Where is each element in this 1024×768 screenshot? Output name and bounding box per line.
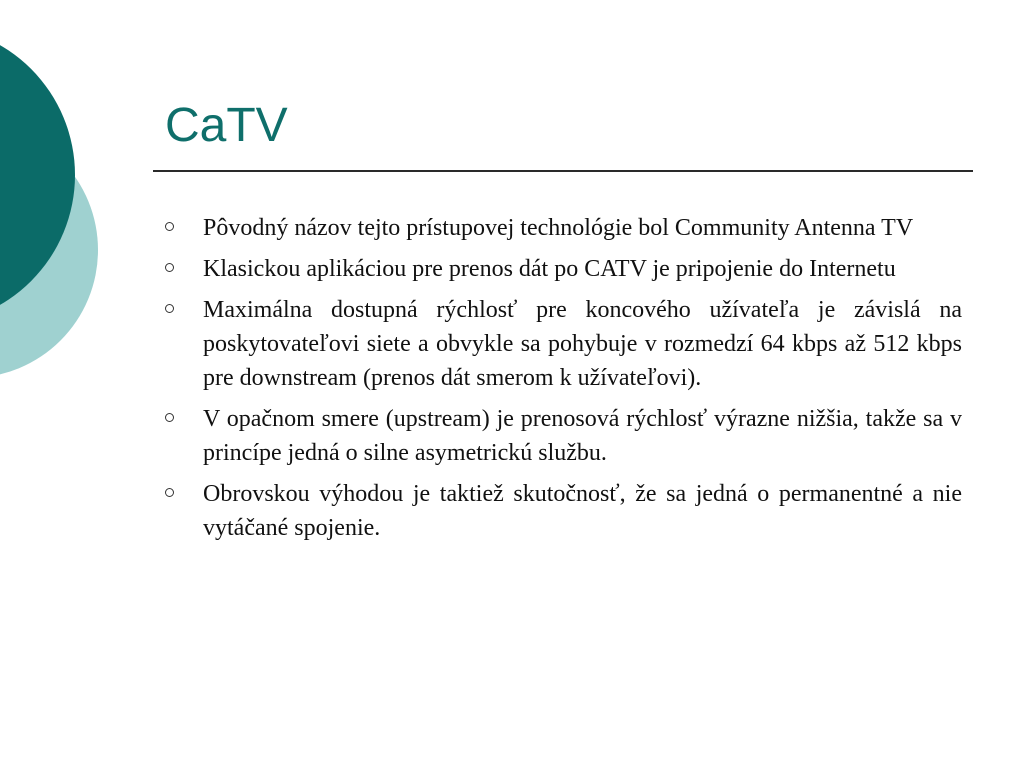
bullet-text: V opačnom smere (upstream) je prenosová rýchlosť výrazne nižšia, takže sa v princípe jedná o silne asymetrickú službu. — [203, 406, 962, 466]
title-divider — [153, 170, 973, 172]
bullet-item — [165, 477, 962, 545]
bullet-text: Klasickou aplikáciou pre prenos dát po CATV je pripojenie do Internetu — [203, 256, 896, 282]
bullet-list — [165, 211, 962, 552]
bullet-text: Obrovskou výhodou je taktiež skutočnosť, že sa jedná o permanentné a nie vytáčané spojenie. — [203, 481, 962, 541]
bullet-item — [165, 211, 962, 245]
bullet-item — [165, 252, 962, 286]
bullet-circle-icon — [165, 222, 174, 231]
bullet-item — [165, 293, 962, 395]
bullet-circle-icon — [165, 304, 174, 313]
bullet-circle-icon — [165, 413, 174, 422]
bullet-circle-icon — [165, 488, 174, 497]
bullet-item — [165, 402, 962, 470]
bullet-circle-icon — [165, 263, 174, 272]
bullet-text: Pôvodný názov tejto prístupovej technológie bol Community Antenna TV — [203, 215, 914, 241]
slide-title: CaTV — [165, 99, 288, 152]
bullet-text: Maximálna dostupná rýchlosť pre koncového užívateľa je závislá na poskytovateľovi siete a obvykle sa pohybuje v rozmedzí 64 kbps až 512 kbps pre downstream (prenos dát smerom k užívateľovi). — [203, 297, 962, 391]
decorative-circles — [0, 0, 110, 400]
